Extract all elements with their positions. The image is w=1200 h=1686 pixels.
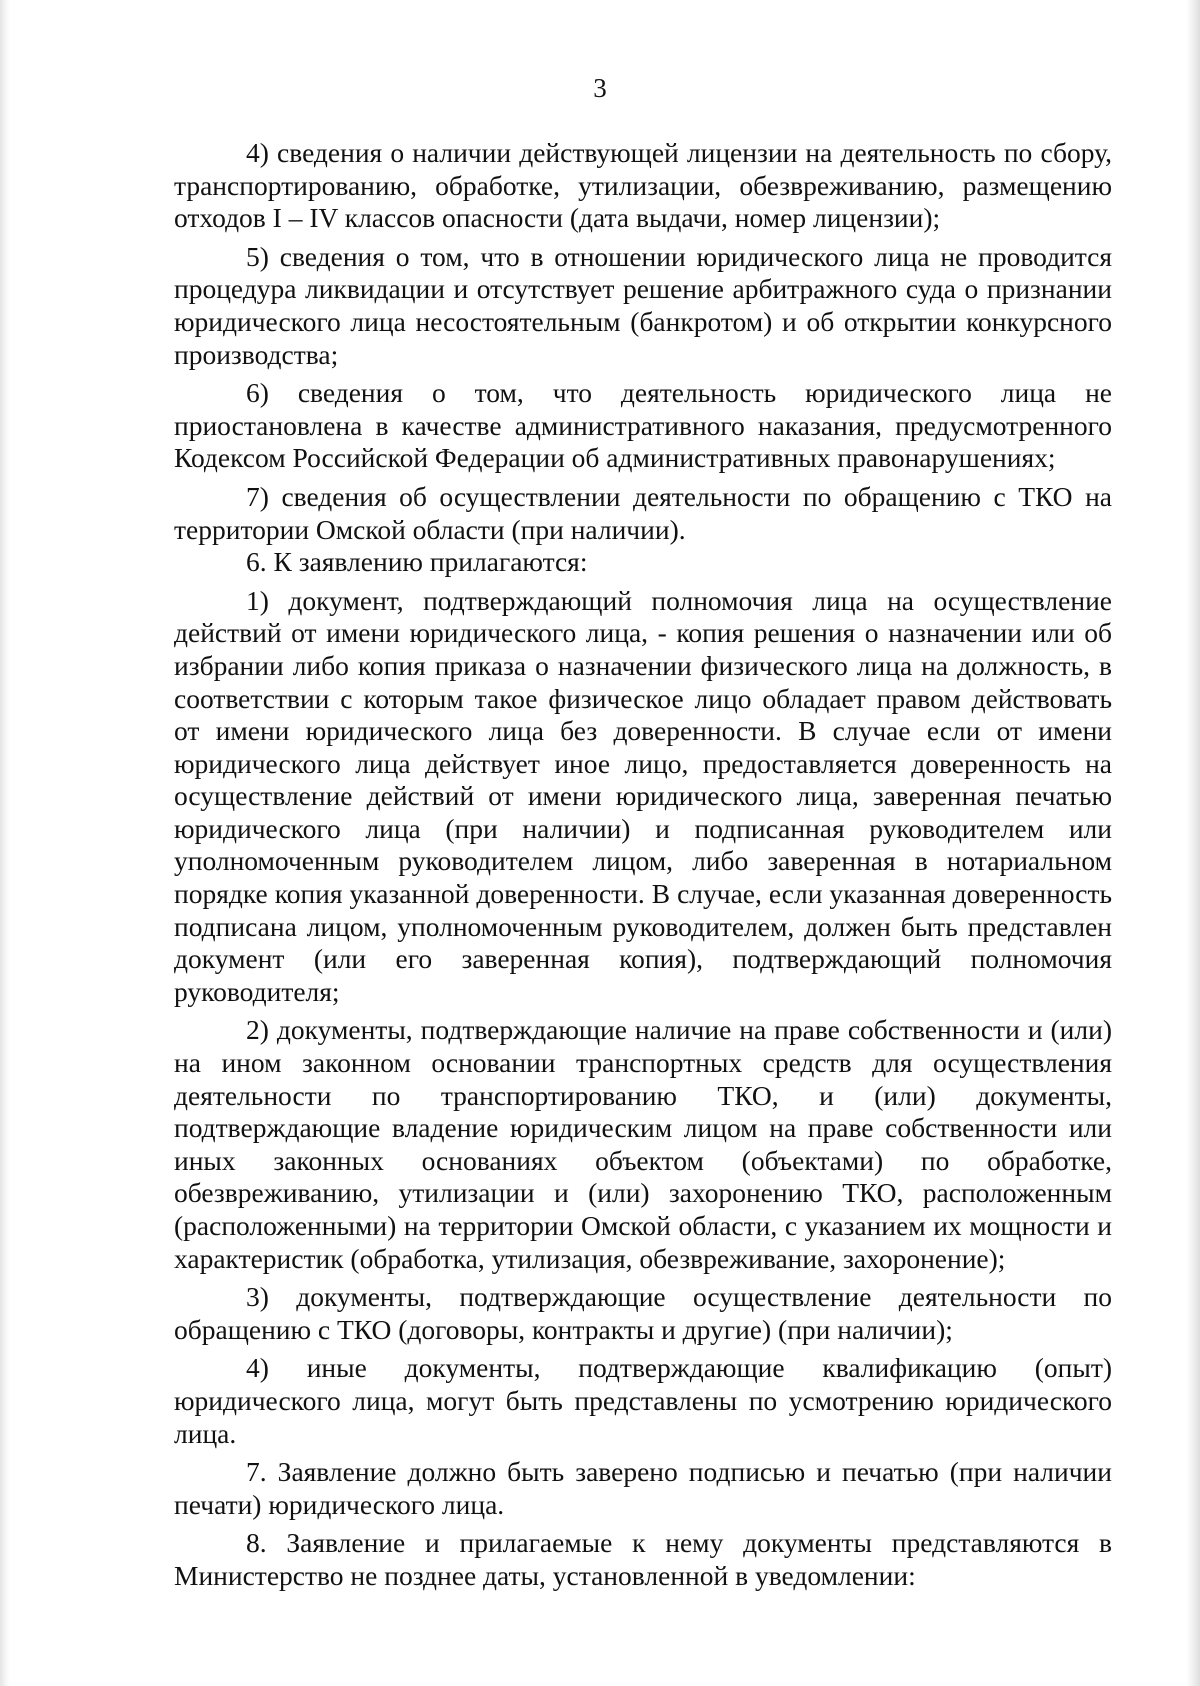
paragraph-signature-requirement: 7. Заявление должно быть заверено подписью и печатью (при наличии печати) юридического лица. bbox=[174, 1456, 1112, 1520]
paragraph-info-activity: 7) сведения об осуществлении деятельности по обращению с ТКО на территории Омской области (при наличии). bbox=[174, 480, 1112, 545]
paragraph-attachments-heading: 6. К заявлению прилагаются: bbox=[246, 546, 588, 578]
paragraph-attachment-ownership: 2) документы, подтверждающие наличие на праве собственности и (или) на ином законном основании транспортных средств для осуществления деятельности по транспортированию ТКО, и (или) документы, подтверждающие владение юридическим лицом на праве собственности или иных законных основаниях объектом (объектами) по обработке, обезвреживанию, утилизации и (или) захоронению ТКО, расположенным (расположенными) на территории Омской области, с указанием их мощности и характеристик (обработка, утилизация, обезвреживание, захоронение); bbox=[174, 1014, 1112, 1274]
scan-edge-left bbox=[0, 0, 10, 1686]
paragraph-info-license: 4) сведения о наличии действующей лицензии на деятельность по сбору, транспортированию, обработке, утилизации, обезвреживанию, размещению отходов I – IV классов опасности (дата выдачи, номер лицензии); bbox=[174, 137, 1112, 234]
paragraph-attachment-qualification: 4) иные документы, подтверждающие квалификацию (опыт) юридического лица, могут быть представлены по усмотрению юридического лица. bbox=[174, 1352, 1112, 1449]
paragraph-attachment-authority: 1) документ, подтверждающий полномочия лица на осуществление действий от имени юридического лица, - копия решения о назначении или об избрании либо копия приказа о назначении физического лица на должность, в соответствии с которым такое физическое лицо обладает правом действовать от имени юридического лица без доверенности. В случае если от имени юридического лица действует иное лицо, предоставляется доверенность на осуществление действий от имени юридического лица, заверенная печатью юридического лица (при наличии) и подписанная руководителем или уполномоченным руководителем лицом, либо заверенная в нотариальном порядке копия указанной доверенности. В случае, если указанная доверенность подписана лицом, уполномоченным руководителем, должен быть представлен документ (или его заверенная копия), подтверждающий полномочия руководителя; bbox=[174, 584, 1112, 1007]
paragraph-attachment-activity-docs: 3) документы, подтверждающие осуществление деятельности по обращению с ТКО (договоры, контракты и другие) (при наличии); bbox=[174, 1281, 1112, 1345]
document-body bbox=[174, 137, 1112, 1593]
scan-edge-right bbox=[1186, 0, 1200, 1686]
paragraph-info-suspension: 6) сведения о том, что деятельность юридического лица не приостановлена в качестве административного наказания, предусмотренного Кодексом Российской Федерации об административных правонарушениях; bbox=[174, 377, 1112, 474]
page-number: 3 bbox=[593, 73, 607, 103]
paragraph-submission-deadline: 8. Заявление и прилагаемые к нему документы представляются в Министерство не позднее даты, установленной в уведомлении: bbox=[174, 1527, 1112, 1591]
paragraph-info-liquidation: 5) сведения о том, что в отношении юридического лица не проводится процедура ликвидации и отсутствует решение арбитражного суда о признании юридического лица несостоятельным (банкротом) и об открытии конкурсного производства; bbox=[174, 240, 1112, 370]
